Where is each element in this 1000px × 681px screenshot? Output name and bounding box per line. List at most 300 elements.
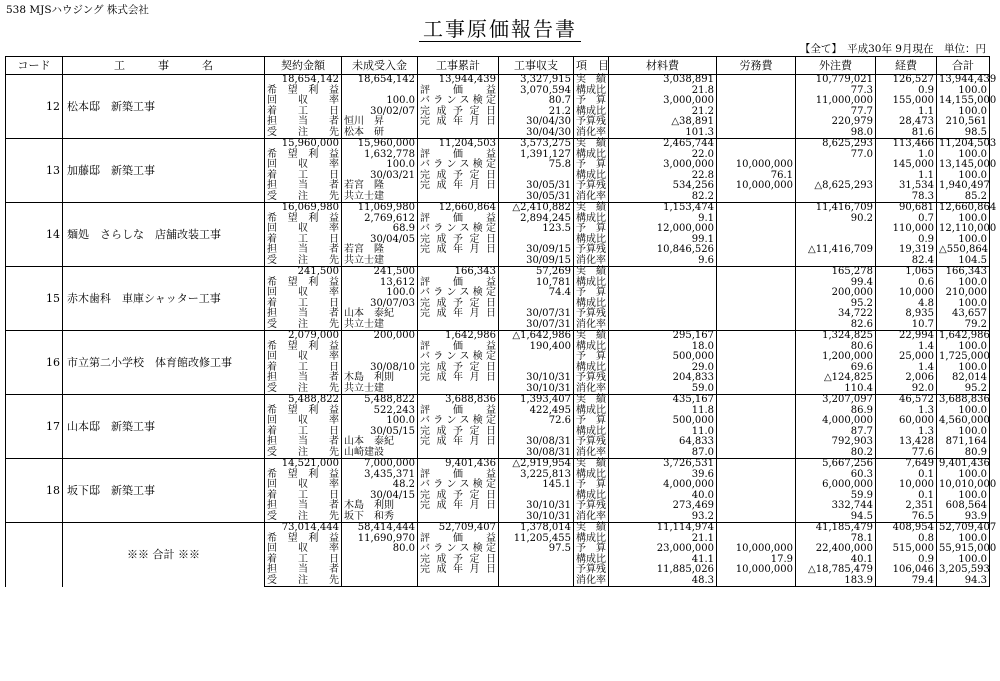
row-label: 受注先: [265, 512, 342, 523]
cost-value: 28,473: [876, 117, 937, 128]
cost-value: 87.7: [796, 427, 876, 438]
cost-value: [717, 309, 796, 320]
cost-value: 77.3: [796, 86, 876, 97]
row-label: 受注先: [265, 128, 342, 139]
column-header: 外注費: [796, 57, 876, 75]
row-value: 30/10/31: [499, 512, 574, 523]
cost-value: [717, 96, 796, 107]
contract-amount: 73,014,444: [265, 523, 342, 534]
row-label: バランス検定: [418, 544, 499, 555]
work-balance: △2,919,954: [499, 459, 574, 470]
cost-value: 64,833: [609, 437, 717, 448]
row-label: 担当者: [265, 117, 342, 128]
item-label: 構成比: [574, 470, 609, 481]
cost-value: [717, 214, 796, 225]
row-label: [418, 256, 499, 267]
row-value: 3,435,371: [342, 470, 418, 481]
row-value: 68.9: [342, 224, 418, 235]
cost-value: 0.9: [876, 555, 937, 566]
cost-value: [717, 459, 796, 470]
cost-value: [717, 107, 796, 118]
work-balance: △1,642,986: [499, 331, 574, 342]
column-header: コード: [6, 57, 63, 75]
row-label: 回収率: [265, 480, 342, 491]
row-label: 回収率: [265, 224, 342, 235]
cost-value: 77.7: [796, 107, 876, 118]
cost-value: 13,944,439: [937, 75, 990, 86]
row-value: [342, 555, 418, 566]
cost-value: 113,466: [876, 139, 937, 150]
cost-value: [717, 480, 796, 491]
row-label: [418, 512, 499, 523]
cost-value: 10,000,000: [717, 160, 796, 171]
cost-value: [717, 384, 796, 395]
row-value: 山崎建設: [342, 448, 418, 459]
cost-value: 10,846,526: [609, 245, 717, 256]
cost-value: 82.2: [609, 192, 717, 203]
cost-value: 41.1: [609, 555, 717, 566]
cost-value: 166,343: [937, 267, 990, 278]
cost-value: 145,000: [876, 160, 937, 171]
row-value: 10,781: [499, 278, 574, 289]
cost-value: 2,465,744: [609, 139, 717, 150]
row-label: [418, 384, 499, 395]
contract-amount: 2,079,000: [265, 331, 342, 342]
cost-value: 110,000: [876, 224, 937, 235]
cost-value: [609, 267, 717, 278]
row-value: 123.5: [499, 224, 574, 235]
item-label: 予算残: [574, 501, 609, 512]
row-label: [418, 128, 499, 139]
table-row: [6, 459, 990, 470]
cost-value: [717, 117, 796, 128]
item-label: 予算残: [574, 565, 609, 576]
cost-value: 273,469: [609, 501, 717, 512]
cost-value: 10,000,000: [717, 181, 796, 192]
cost-value: 10,000: [876, 288, 937, 299]
cost-value: 95.2: [796, 299, 876, 310]
cost-value: 0.9: [876, 235, 937, 246]
row-value: 30/07/31: [499, 320, 574, 331]
cost-value: 100.0: [937, 534, 990, 545]
work-cumulative: 11,204,503: [418, 139, 499, 150]
cost-value: [717, 576, 796, 587]
cost-value: 126,527: [876, 75, 937, 86]
cost-value: [717, 245, 796, 256]
item-label: 実績: [574, 203, 609, 214]
column-header: 契約金額: [265, 57, 342, 75]
row-label: 担当者: [265, 309, 342, 320]
cost-value: 55,915,000: [937, 544, 990, 555]
cost-value: [717, 470, 796, 481]
cost-value: [717, 395, 796, 406]
row-value: 山本 泰紀: [342, 309, 418, 320]
cost-value: [717, 512, 796, 523]
item-label: 消化率: [574, 192, 609, 203]
cost-value: 0.1: [876, 470, 937, 481]
project-code: 17: [6, 395, 63, 459]
column-header: 合計: [937, 57, 990, 75]
row-value: 522,243: [342, 406, 418, 417]
row-label: 評価益: [418, 278, 499, 289]
item-label: 消化率: [574, 576, 609, 587]
row-label: 受注先: [265, 576, 342, 587]
cost-value: 39.6: [609, 470, 717, 481]
item-label: 実績: [574, 75, 609, 86]
work-cumulative: 13,944,439: [418, 75, 499, 86]
cost-value: 408,954: [876, 523, 937, 534]
item-label: 消化率: [574, 256, 609, 267]
item-label: 構成比: [574, 107, 609, 118]
cost-value: 98.0: [796, 128, 876, 139]
row-label: 評価益: [418, 150, 499, 161]
cost-value: 1.1: [876, 171, 937, 182]
cost-value: 80.2: [796, 448, 876, 459]
row-value: 422,495: [499, 406, 574, 417]
cost-value: 8,625,293: [796, 139, 876, 150]
row-value: 80.0: [342, 544, 418, 555]
cost-value: [717, 427, 796, 438]
unreceived-amount: 58,414,444: [342, 523, 418, 534]
row-value: 13,612: [342, 278, 418, 289]
cost-value: 5,667,256: [796, 459, 876, 470]
cost-value: 608,564: [937, 501, 990, 512]
cost-value: 100.0: [937, 342, 990, 353]
column-header: 工 事 名: [63, 57, 265, 75]
row-value: 3,070,594: [499, 86, 574, 97]
cost-value: 3,000,000: [609, 96, 717, 107]
row-value: 72.6: [499, 416, 574, 427]
row-label: 回収率: [265, 352, 342, 363]
item-label: 予算残: [574, 117, 609, 128]
row-label: 担当者: [265, 181, 342, 192]
cost-value: 1.4: [876, 342, 937, 353]
item-label: 実績: [574, 395, 609, 406]
cost-value: [717, 192, 796, 203]
row-label: [418, 448, 499, 459]
cost-value: 1,725,000: [937, 352, 990, 363]
work-balance: 3,327,915: [499, 75, 574, 86]
cost-value: 3,688,836: [937, 395, 990, 406]
row-label: 希望利益: [265, 278, 342, 289]
column-header: 未成受入金: [342, 57, 418, 75]
row-value: 共立士建: [342, 192, 418, 203]
cost-value: 11,885,026: [609, 565, 717, 576]
cost-value: 76.5: [876, 512, 937, 523]
item-label: 実績: [574, 139, 609, 150]
cost-value: [717, 331, 796, 342]
cost-value: 11,114,974: [609, 523, 717, 534]
cost-value: 10,000: [876, 480, 937, 491]
cost-value: 3,038,891: [609, 75, 717, 86]
cost-value: [609, 278, 717, 289]
cost-value: 3,726,531: [609, 459, 717, 470]
row-value: 145.1: [499, 480, 574, 491]
cost-value: [717, 363, 796, 374]
table-header-row: [6, 57, 990, 75]
cost-value: 7,649: [876, 459, 937, 470]
cost-value: 2,006: [876, 373, 937, 384]
row-label: 完成年月日: [418, 373, 499, 384]
cost-value: 9.1: [609, 214, 717, 225]
item-label: 構成比: [574, 427, 609, 438]
row-value: [342, 342, 418, 353]
cost-value: [717, 523, 796, 534]
project-name: 赤木歯科 車庫シャッター工事: [63, 267, 265, 331]
cost-value: 100.0: [937, 470, 990, 481]
cost-value: [717, 416, 796, 427]
row-value: 若宮 隆: [342, 181, 418, 192]
cost-value: 1.4: [876, 363, 937, 374]
row-label: 受注先: [265, 192, 342, 203]
cost-value: 100.0: [937, 299, 990, 310]
cost-value: 31,534: [876, 181, 937, 192]
cost-value: 87.0: [609, 448, 717, 459]
row-label: 着工日: [265, 555, 342, 566]
cost-value: [717, 224, 796, 235]
cost-value: 34,722: [796, 309, 876, 320]
cost-value: 76.1: [717, 171, 796, 182]
column-header: 項 目: [574, 57, 609, 75]
item-label: 消化率: [574, 320, 609, 331]
project-name: 麺処 さらしな 店舗改装工事: [63, 203, 265, 267]
table-row: [6, 395, 990, 406]
row-value: 30/08/10: [342, 363, 418, 374]
cost-value: 106,046: [876, 565, 937, 576]
cost-value: [796, 192, 876, 203]
cost-value: 0.1: [876, 491, 937, 502]
row-value: 30/05/15: [342, 427, 418, 438]
item-label: 実績: [574, 267, 609, 278]
row-label: 完成年月日: [418, 245, 499, 256]
row-label: 希望利益: [265, 342, 342, 353]
cost-value: [717, 139, 796, 150]
cost-value: [609, 320, 717, 331]
cost-value: 86.9: [796, 406, 876, 417]
item-label: 構成比: [574, 534, 609, 545]
cost-value: 29.0: [609, 363, 717, 374]
row-label: 着工日: [265, 427, 342, 438]
cost-value: 220,979: [796, 117, 876, 128]
row-value: 恒川 昇: [342, 117, 418, 128]
cost-value: 11.8: [609, 406, 717, 417]
row-value: 共立士建: [342, 320, 418, 331]
row-label: 完成予定日: [418, 171, 499, 182]
row-value: 1,632,778: [342, 150, 418, 161]
unreceived-amount: 15,960,000: [342, 139, 418, 150]
cost-value: 871,164: [937, 437, 990, 448]
cost-value: 100.0: [937, 86, 990, 97]
unreceived-amount: 7,000,000: [342, 459, 418, 470]
cost-value: 48.3: [609, 576, 717, 587]
row-label: 受注先: [265, 256, 342, 267]
cost-value: 183.9: [796, 576, 876, 587]
cost-value: 94.3: [937, 576, 990, 587]
item-label: 予算残: [574, 437, 609, 448]
item-label: 構成比: [574, 278, 609, 289]
row-label: 評価益: [418, 470, 499, 481]
cost-value: [717, 448, 796, 459]
cost-value: 1.1: [876, 107, 937, 118]
item-label: 構成比: [574, 150, 609, 161]
row-value: 30/10/31: [499, 384, 574, 395]
cost-value: [796, 224, 876, 235]
cost-value: 21.2: [609, 107, 717, 118]
cost-value: 1,940,497: [937, 181, 990, 192]
row-label: 完成予定日: [418, 299, 499, 310]
row-label: [418, 320, 499, 331]
row-label: 完成予定日: [418, 427, 499, 438]
cost-value: [717, 256, 796, 267]
cost-value: 295,167: [609, 331, 717, 342]
contract-amount: 15,960,000: [265, 139, 342, 150]
row-label: 希望利益: [265, 534, 342, 545]
row-label: [418, 192, 499, 203]
row-label: 回収率: [265, 288, 342, 299]
item-label: 実績: [574, 331, 609, 342]
cost-value: 21.1: [609, 534, 717, 545]
row-label: 完成予定日: [418, 363, 499, 374]
row-value: 75.8: [499, 160, 574, 171]
cost-value: 60,000: [876, 416, 937, 427]
row-value: 共立士建: [342, 256, 418, 267]
cost-value: 0.7: [876, 214, 937, 225]
item-label: 予算残: [574, 373, 609, 384]
item-label: 予算: [574, 480, 609, 491]
work-balance: △2,410,882: [499, 203, 574, 214]
row-label: 受注先: [265, 320, 342, 331]
table-row: [6, 267, 990, 278]
work-balance: 1,378,014: [499, 523, 574, 534]
cost-value: [717, 235, 796, 246]
cost-value: 332,744: [796, 501, 876, 512]
project-code: 13: [6, 139, 63, 203]
cost-value: 12,660,864: [937, 203, 990, 214]
cost-value: 17.9: [717, 555, 796, 566]
cost-value: 46,572: [876, 395, 937, 406]
cost-value: 155,000: [876, 96, 937, 107]
cost-value: 500,000: [609, 352, 717, 363]
row-label: 評価益: [418, 342, 499, 353]
cost-value: 60.3: [796, 470, 876, 481]
cost-value: △38,891: [609, 117, 717, 128]
table-row: [6, 203, 990, 214]
cost-value: 100.0: [937, 150, 990, 161]
row-label: 希望利益: [265, 214, 342, 225]
cost-value: 100.0: [937, 406, 990, 417]
work-balance: 3,573,275: [499, 139, 574, 150]
row-value: 30/07/31: [499, 309, 574, 320]
row-value: 100.0: [342, 160, 418, 171]
cost-value: 13,428: [876, 437, 937, 448]
cost-value: 95.2: [937, 384, 990, 395]
row-value: [499, 576, 574, 587]
row-value: 共立士建: [342, 384, 418, 395]
project-name: 市立第二小学校 体育館改修工事: [63, 331, 265, 395]
cost-value: 22,400,000: [796, 544, 876, 555]
work-balance: 1,393,407: [499, 395, 574, 406]
cost-value: 100.0: [937, 235, 990, 246]
item-label: 実績: [574, 459, 609, 470]
cost-report-table: [5, 56, 997, 587]
cost-value: 22.0: [609, 150, 717, 161]
project-code: 15: [6, 267, 63, 331]
row-value: 30/09/15: [499, 245, 574, 256]
column-header: 労務費: [717, 57, 796, 75]
cost-value: 10,779,021: [796, 75, 876, 86]
cost-value: 93.2: [609, 512, 717, 523]
item-label: 消化率: [574, 128, 609, 139]
item-label: 構成比: [574, 214, 609, 225]
row-label: バランス検定: [418, 224, 499, 235]
table-row: [6, 523, 990, 534]
cost-value: 12,000,000: [609, 224, 717, 235]
cost-value: 80.6: [796, 342, 876, 353]
cost-value: 52,709,407: [937, 523, 990, 534]
row-label: 担当者: [265, 501, 342, 512]
contract-amount: 16,069,980: [265, 203, 342, 214]
cost-value: [717, 491, 796, 502]
item-label: 予算: [574, 288, 609, 299]
cost-value: 4,000,000: [796, 416, 876, 427]
row-value: 山本 泰紀: [342, 437, 418, 448]
cost-value: 59.9: [796, 491, 876, 502]
row-value: 木島 利則: [342, 501, 418, 512]
item-label: 構成比: [574, 235, 609, 246]
project-code: 16: [6, 331, 63, 395]
cost-value: 14,155,000: [937, 96, 990, 107]
cost-value: 23,000,000: [609, 544, 717, 555]
cost-value: 500,000: [609, 416, 717, 427]
cost-value: 6,000,000: [796, 480, 876, 491]
item-label: 予算: [574, 224, 609, 235]
cost-value: 104.5: [937, 256, 990, 267]
cost-value: 11,000,000: [796, 96, 876, 107]
row-value: 30/05/31: [499, 181, 574, 192]
unreceived-amount: 200,000: [342, 331, 418, 342]
row-value: 30/09/15: [499, 256, 574, 267]
cost-value: 1,153,474: [609, 203, 717, 214]
item-label: 予算: [574, 416, 609, 427]
cost-value: 1,200,000: [796, 352, 876, 363]
cost-value: 82.4: [876, 256, 937, 267]
cost-value: [717, 75, 796, 86]
cost-value: 80.9: [937, 448, 990, 459]
cost-value: 4,000,000: [609, 480, 717, 491]
cost-value: 78.1: [796, 534, 876, 545]
cost-value: 3,000,000: [609, 160, 717, 171]
cost-value: 1.3: [876, 406, 937, 417]
cost-value: 79.4: [876, 576, 937, 587]
unreceived-amount: 18,654,142: [342, 75, 418, 86]
row-label: バランス検定: [418, 480, 499, 491]
work-cumulative: 1,642,986: [418, 331, 499, 342]
row-label: 完成予定日: [418, 107, 499, 118]
item-label: 構成比: [574, 406, 609, 417]
project-name: 坂下邸 新築工事: [63, 459, 265, 523]
contract-amount: 14,521,000: [265, 459, 342, 470]
cost-value: △11,416,709: [796, 245, 876, 256]
row-label: 着工日: [265, 363, 342, 374]
item-label: 予算: [574, 544, 609, 555]
row-value: 30/05/31: [499, 192, 574, 203]
item-label: 構成比: [574, 555, 609, 566]
cost-value: △550,864: [937, 245, 990, 256]
cost-value: 110.4: [796, 384, 876, 395]
cost-value: 3,207,097: [796, 395, 876, 406]
row-label: バランス検定: [418, 160, 499, 171]
cost-value: 200,000: [796, 288, 876, 299]
